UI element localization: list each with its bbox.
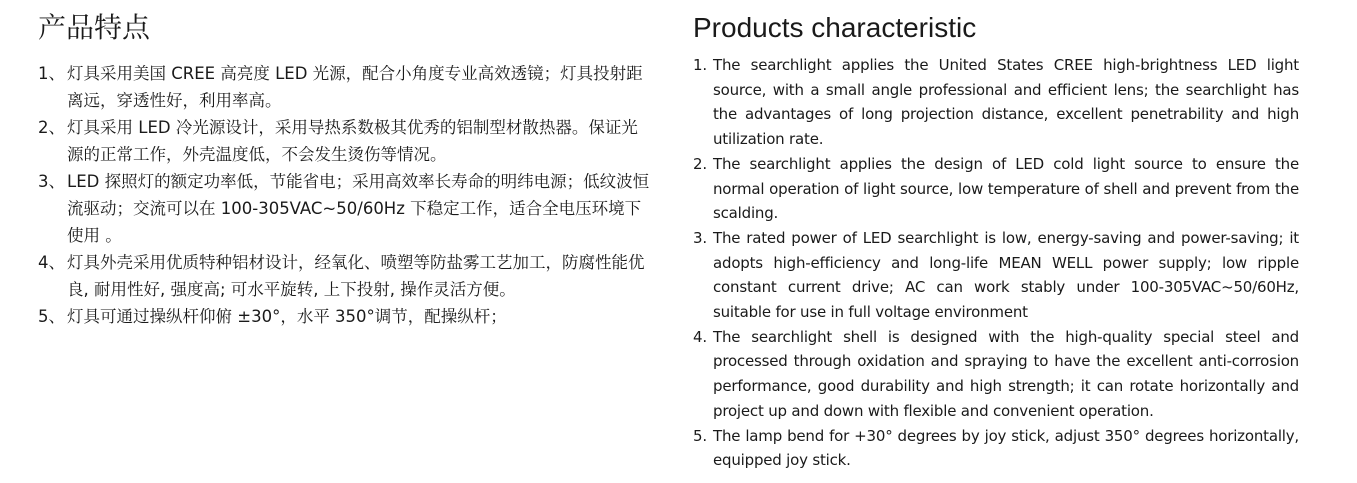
- item-text: The searchlight applies the design of LED cold light source to ensure the normal operation of light source, low temperature of shell and prevent from the scalding.: [713, 154, 1299, 223]
- item-text: The searchlight shell is designed with the high-quality special steel and processed through oxidation and spraying to have the excellent anti-corrosion performance, good durability and high strength; it can rotate horizontally and project up and down with flexible and convenient operation.: [713, 327, 1299, 420]
- item-number: 5.: [693, 426, 707, 445]
- chinese-feature-item: [38, 114, 653, 168]
- chinese-title: 产品特点: [38, 11, 151, 44]
- item-text: The searchlight applies the United States CREE high-brightness LED light source, with a small angle professional and efficient lens; the searchlight has the advantages of long projection distance, excellent penetrability and high utilization rate.: [713, 56, 1299, 149]
- item-number: 4.: [693, 327, 707, 346]
- item-text: 灯具外壳采用优质特种铝材设计，经氧化、喷塑等防盐雾工艺加工，防腐性能优良, 耐用性好, 强度高; 可水平旋转, 上下投射, 操作灵活方便。: [67, 253, 645, 299]
- item-text: 灯具可通过操纵杆仰俯 ±30°，水平 350°调节，配操纵杆；: [67, 307, 507, 326]
- chinese-feature-item: [38, 303, 653, 330]
- chinese-feature-item: [38, 168, 653, 249]
- item-text: 灯具采用美国 CREE 高亮度 LED 光源，配合小角度专业高效透镜；灯具投射距离远，穿透性好，利用率高。: [67, 64, 643, 110]
- item-number: 1.: [693, 56, 707, 74]
- english-title: Products characteristic: [693, 12, 977, 43]
- english-feature-item: [693, 226, 1299, 325]
- item-text: LED 探照灯的额定功率低，节能省电；采用高效率长寿命的明纬电源；低纹波恒流驱动；交流可以在 100-305VAC~50/60Hz 下稳定工作，适合全电压环境下使用 。: [67, 172, 650, 245]
- item-number: 5、: [38, 307, 65, 326]
- chinese-feature-list: [38, 60, 653, 330]
- chinese-feature-item: [38, 60, 653, 114]
- english-feature-item: [693, 53, 1299, 152]
- item-text: 灯具采用 LED 冷光源设计，采用导热系数极其优秀的铝制型材散热器。保证光源的正常工作，外壳温度低，不会发生烫伤等情况。: [67, 118, 638, 164]
- item-number: 2.: [693, 154, 707, 173]
- english-feature-list: [693, 53, 1299, 473]
- item-number: 3、: [38, 172, 65, 191]
- english-feature-item: [693, 152, 1299, 226]
- english-feature-item: [693, 424, 1299, 473]
- item-number: 3.: [693, 228, 707, 247]
- item-number: 4、: [38, 253, 65, 272]
- item-number: 2、: [38, 118, 65, 137]
- chinese-feature-item: [38, 249, 653, 303]
- english-feature-item: [693, 325, 1299, 424]
- item-number: 1、: [38, 64, 65, 83]
- item-text: The rated power of LED searchlight is low, energy-saving and power-saving; it adopts high-efficiency and long-life MEAN WELL power supply; low ripple constant current drive; AC can work stably under 100-305VAC~50/60Hz, suitable for use in full voltage environment: [713, 228, 1299, 322]
- item-text: The lamp bend for +30° degrees by joy stick, adjust 350° degrees horizontally, equipped joy stick.: [713, 426, 1299, 470]
